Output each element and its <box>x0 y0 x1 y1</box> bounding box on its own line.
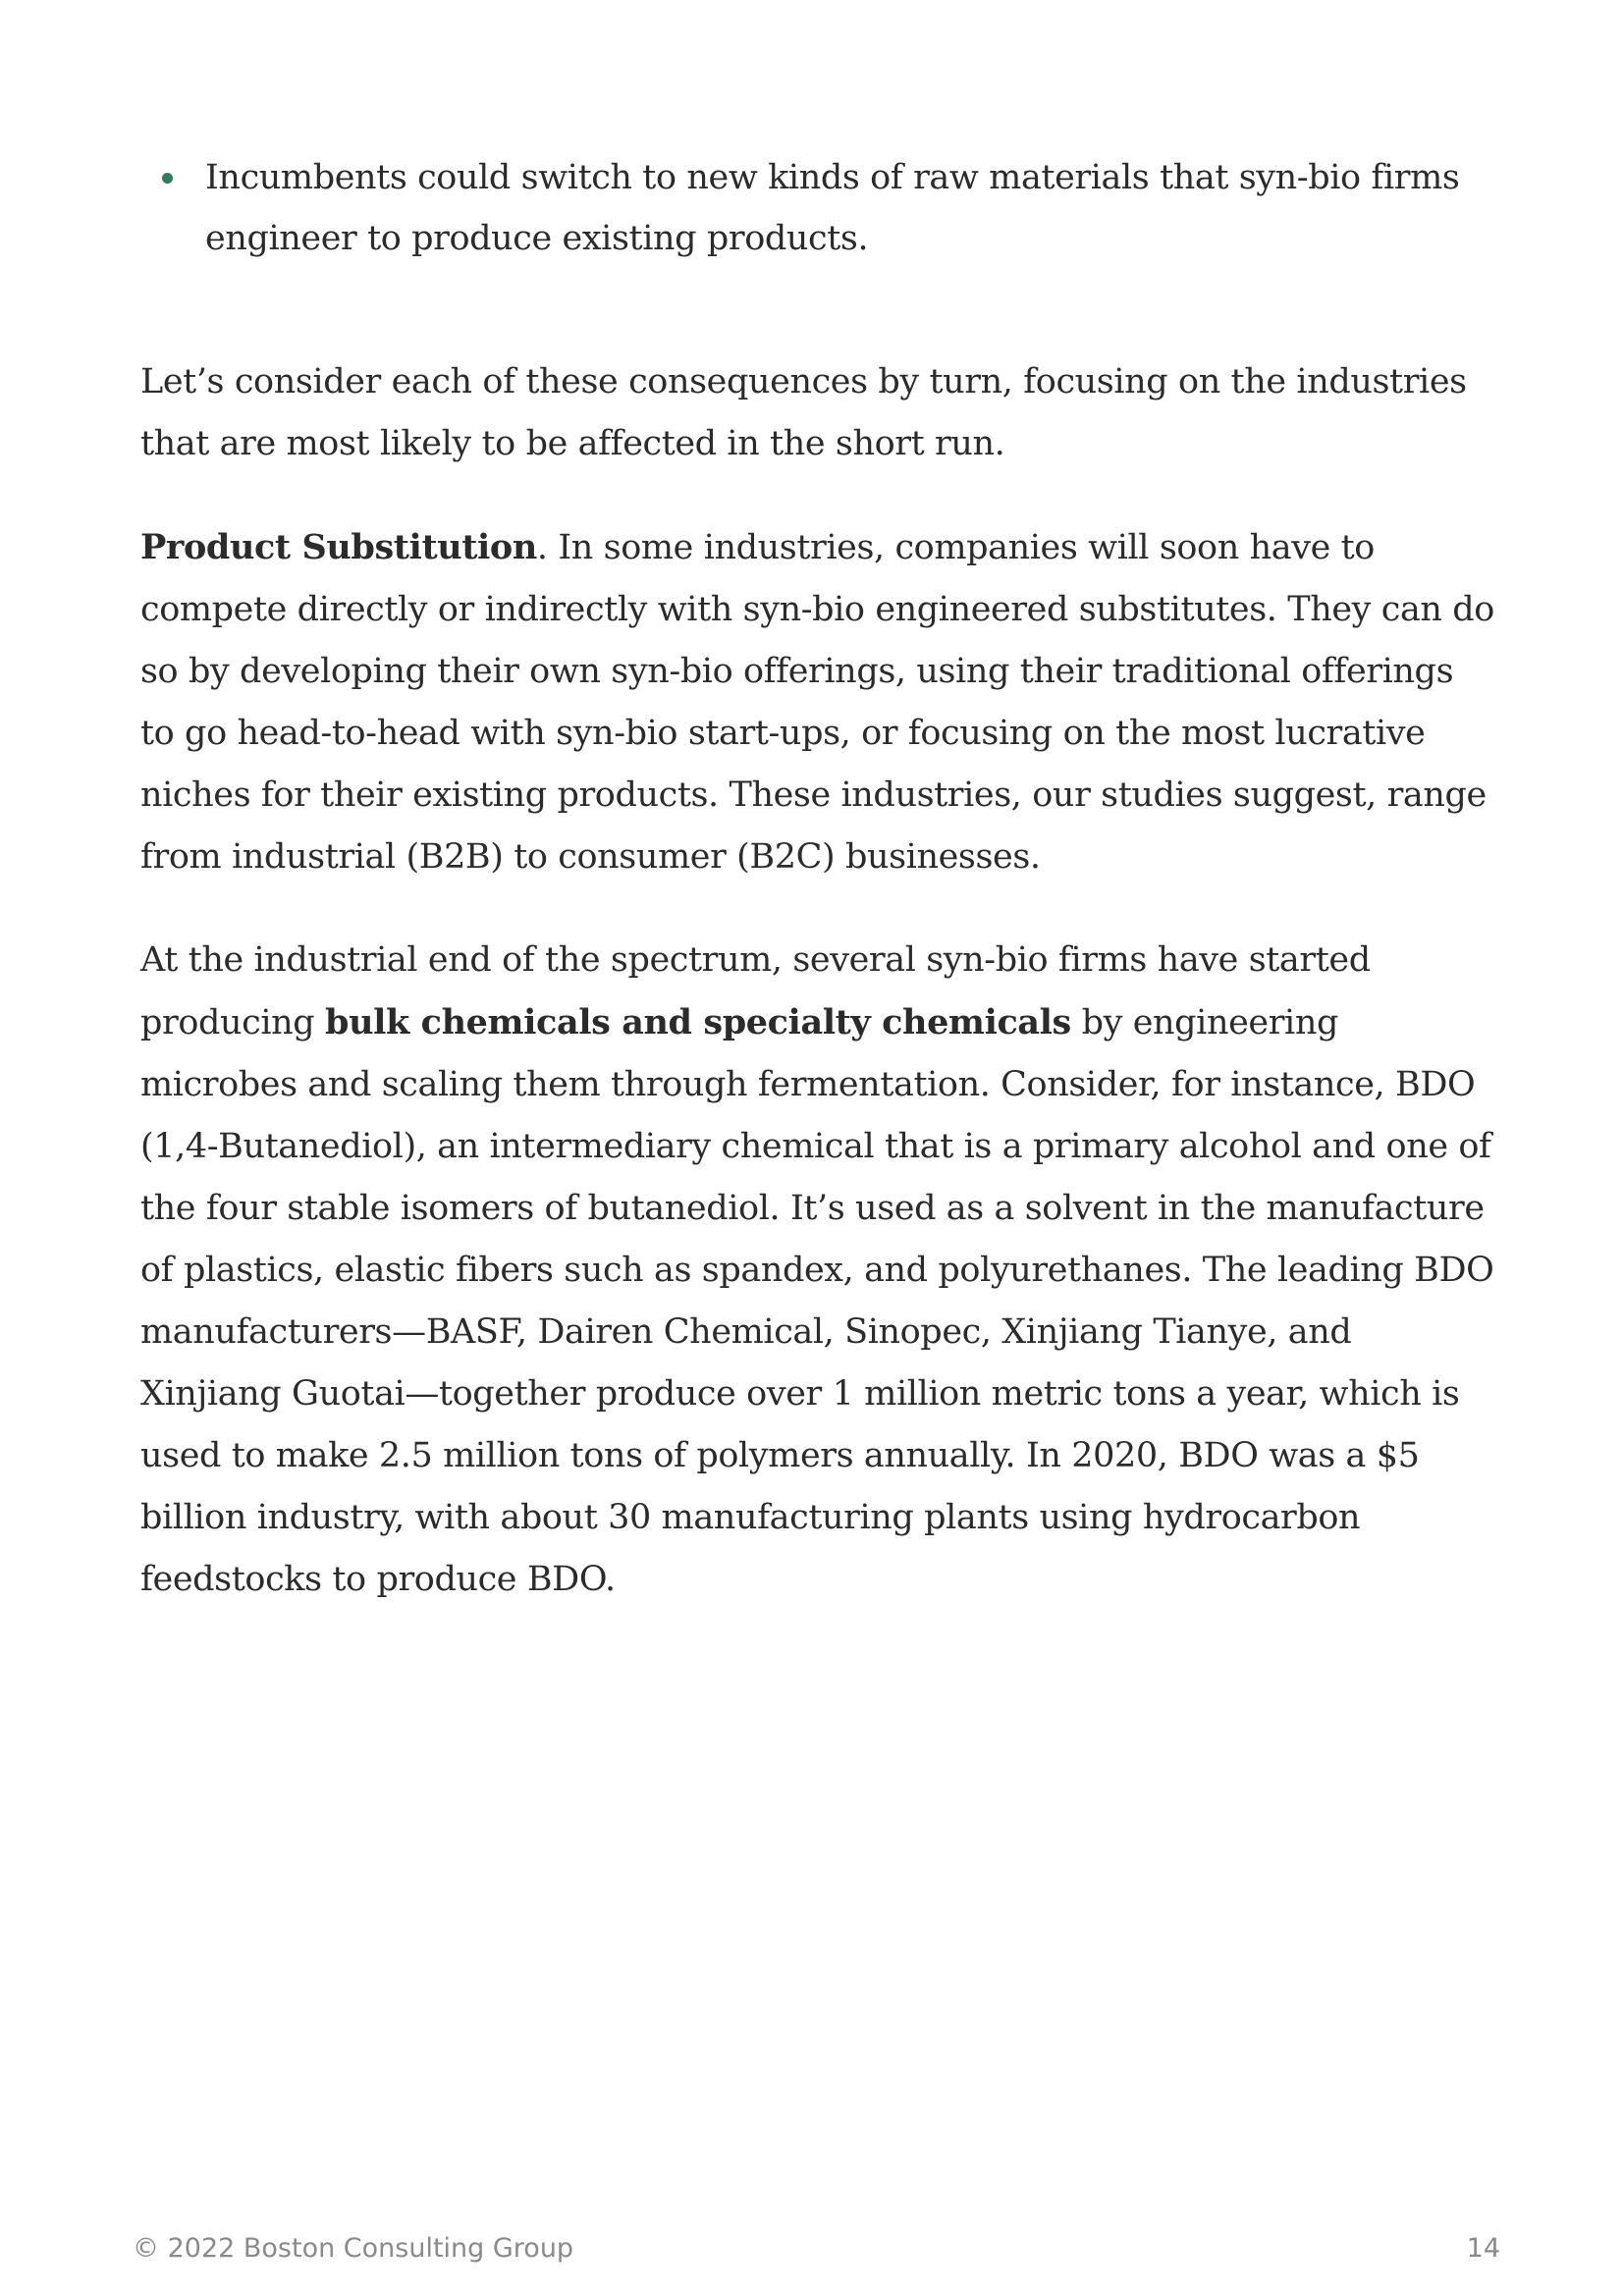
copyright-text: © 2022 Boston Consulting Group <box>133 2233 574 2264</box>
industrial-rest: by engineering microbes and scaling them through fermentation. Consider, for instance, BDO (1,4-Butanediol), an intermediary chemical that is a primary alcohol and one of the four stable isomers of butanediol. It’s used as a solvent in the manufacture of plastics, elastic fibers such as spandex, and polyurethanes. The leading BDO manufacturers—BASF, Dairen Chemical, Sinopec, Xinjiang Tianye, and Xinjiang Guotai—together produce over 1 million metric tons a year, which is used to make 2.5 million tons of polymers annually. In 2020, BDO was a $5 billion industry, with about 30 manufacturing plants using hydrocarbon feedstocks to produce BDO. <box>140 1003 1494 1599</box>
industrial-paragraph <box>140 930 1495 1611</box>
bullet-list <box>140 147 1495 269</box>
industrial-bold-term: bulk chemicals and specialty chemicals <box>325 1002 1071 1042</box>
bullet-icon <box>162 173 173 184</box>
bullet-text: Incumbents could switch to new kinds of raw materials that syn-bio firms engineer to produce existing products. <box>205 158 1460 258</box>
intro-paragraph: Let’s consider each of these consequences by turn, focusing on the industries that are most likely to be affected in the short run. <box>140 362 1467 463</box>
page-content <box>140 147 1495 1611</box>
industrial-lead: At the industrial end of the spectrum, several syn-bio firms have started producing <box>140 940 1371 1042</box>
list-item <box>140 147 1495 269</box>
product-substitution-body: . In some industries, companies will soon have to compete directly or indirectly with syn-bio engineered substitutes. They can do so by developing their own syn-bio offerings, using their traditional offerings to go head-to-head with syn-bio start-ups, or focusing on the most lucrative niches for their existing products. These industries, our studies suggest, range from industrial (B2B) to consumer (B2C) businesses. <box>140 528 1494 877</box>
product-substitution-paragraph <box>140 516 1495 888</box>
page-number: 14 <box>1466 2233 1500 2264</box>
product-substitution-heading: Product Substitution <box>140 527 537 567</box>
